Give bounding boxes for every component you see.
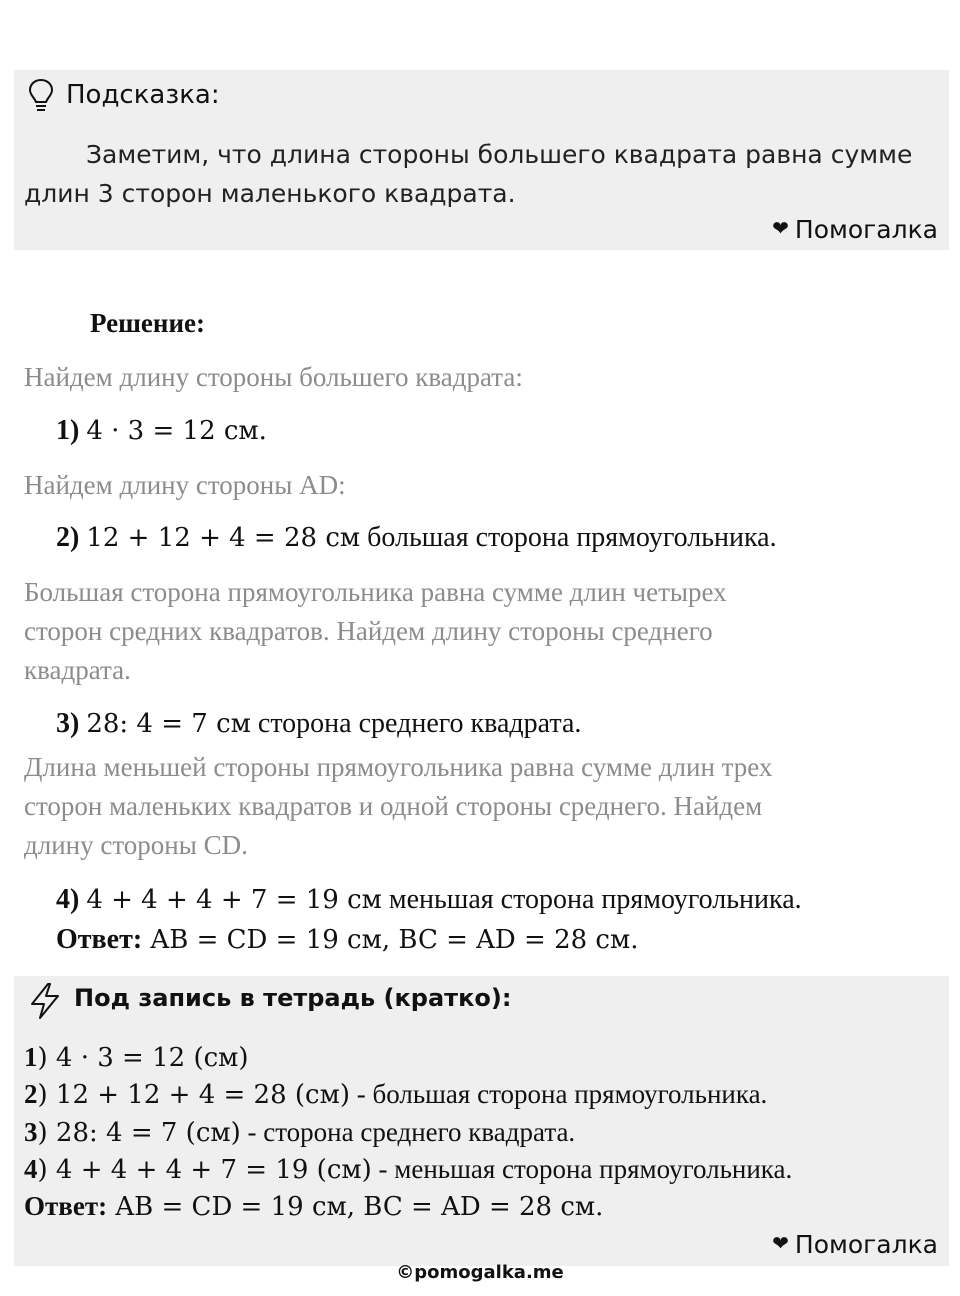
short-line-1 — [24, 1042, 249, 1073]
hint-brand — [772, 215, 938, 244]
step-4-expr: 4 + 4 + 4 + 7 = 19 см — [86, 885, 382, 915]
short-title: Под запись в тетрадь (кратко): — [74, 984, 512, 1012]
solution-title: Решение: — [90, 308, 205, 338]
short-line-2-text: - большая сторона прямоугольника. — [349, 1079, 768, 1109]
hint-text-line1: Заметим, что длина стороны большего квадрата равна сумме — [86, 140, 913, 169]
step-3-text: сторона среднего квадрата. — [250, 708, 582, 739]
short-brand-label: Помогалка — [794, 1230, 938, 1259]
step-1-num: 1) — [56, 415, 80, 446]
step-2-num: 2) — [56, 522, 80, 553]
step-1 — [56, 415, 267, 447]
line-find-ad: Найдем длину стороны AD: — [24, 470, 346, 500]
short-answer-label: Ответ: — [24, 1191, 108, 1221]
short-answer — [24, 1191, 603, 1222]
short-line-4-num: 4 — [24, 1154, 38, 1184]
step-3-expr: 28: 4 = 7 см — [86, 709, 251, 739]
para-small-line3: длину стороны CD. — [24, 830, 248, 860]
hint-brand-label: Помогалка — [794, 215, 938, 244]
answer-label: Ответ: — [56, 924, 143, 955]
short-line-1-num: 1 — [24, 1042, 38, 1072]
short-line-3-expr: ) 28: 4 = 7 (см) — [37, 1118, 241, 1148]
para-big-line2: сторон средних квадратов. Найдем длину стороны среднего — [24, 616, 713, 646]
short-line-3-text: - сторона среднего квадрата. — [240, 1117, 576, 1147]
answer-text: AB = CD = 19 см, BC = AD = 28 см. — [142, 925, 639, 955]
step-2 — [56, 522, 777, 554]
short-line-4 — [24, 1154, 792, 1185]
short-line-1-text: ) 4 · 3 = 12 (см) — [37, 1043, 249, 1073]
step-1-expr: 4 · 3 = 12 см. — [86, 416, 267, 446]
step-4-num: 4) — [56, 884, 80, 915]
short-brand — [772, 1230, 938, 1259]
para-small-line2: сторон маленьких квадратов и одной стороны среднего. Найдем — [24, 791, 763, 821]
step-4-text: меньшая сторона прямоугольника. — [381, 884, 802, 915]
short-line-4-expr: ) 4 + 4 + 4 + 7 = 19 (см) — [37, 1155, 372, 1185]
hint-text — [24, 135, 924, 213]
lightning-icon — [28, 982, 62, 1020]
para-big-line3: квадрата. — [24, 655, 131, 685]
short-line-4-text: - меньшая сторона прямоугольника. — [371, 1154, 793, 1184]
step-3 — [56, 708, 581, 740]
lightbulb-icon — [28, 78, 54, 114]
heart-icon: ❤ — [772, 216, 789, 240]
heart-icon: ❤ — [772, 1231, 789, 1255]
short-answer-text: AB = CD = 19 см, BC = AD = 28 см. — [107, 1192, 604, 1222]
short-line-2-expr: ) 12 + 12 + 4 = 28 (см) — [37, 1080, 350, 1110]
short-line-2 — [24, 1079, 767, 1110]
hint-title: Подсказка: — [66, 80, 220, 110]
para-small-line1: Длина меньшей стороны прямоугольника равна сумме длин трех — [24, 752, 773, 782]
short-line-2-num: 2 — [24, 1079, 38, 1109]
answer — [56, 924, 638, 956]
para-big-line1: Большая сторона прямоугольника равна сумме длин четырех — [24, 577, 727, 607]
line-find-big: Найдем длину стороны большего квадрата: — [24, 362, 523, 392]
step-3-num: 3) — [56, 708, 80, 739]
short-line-3-num: 3 — [24, 1117, 38, 1147]
step-2-expr: 12 + 12 + 4 = 28 см — [86, 523, 361, 553]
copyright[interactable]: ©pomogalka.me — [396, 1262, 564, 1283]
hint-text-line2: длин 3 сторон маленького квадрата. — [24, 179, 516, 208]
short-line-3 — [24, 1117, 575, 1148]
step-4 — [56, 884, 802, 916]
step-2-text: большая сторона прямоугольника. — [360, 522, 777, 553]
